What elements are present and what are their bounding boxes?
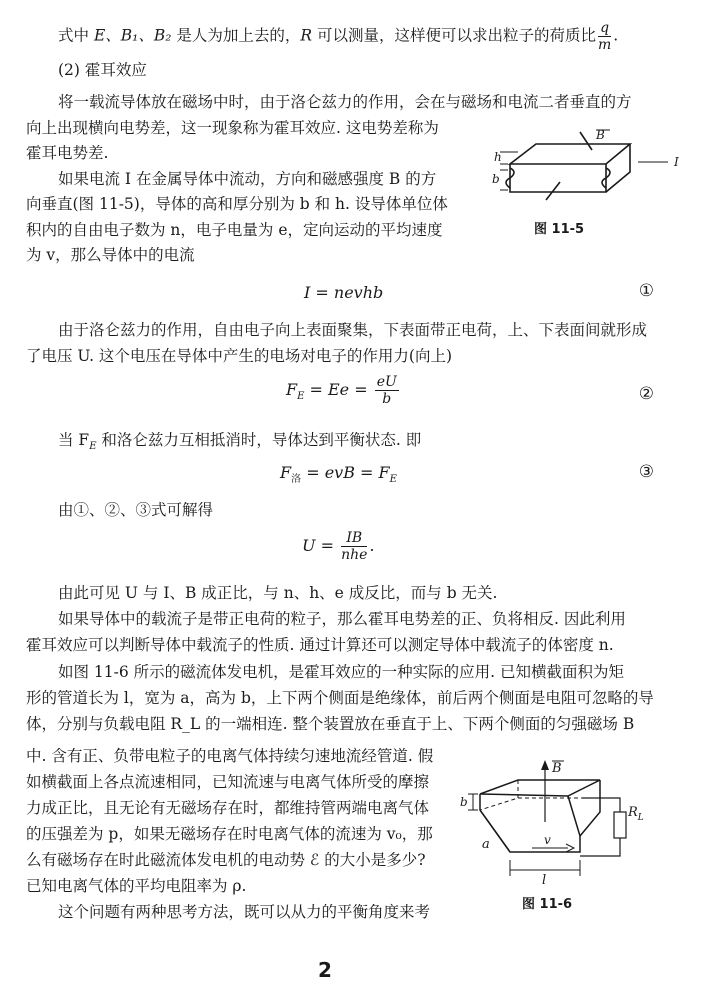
fraction: $\frac{q}{m}$ [598, 20, 612, 53]
label-v: v [544, 833, 551, 847]
text-line: 当 $F_E$ 和洛仑兹力互相抵消时，导体达到平衡状态. 即 [58, 431, 422, 453]
text-line: 的压强差为 p，如果无磁场存在时电离气体的流速为 v₀，那 [26, 825, 433, 843]
text-line: 向上出现横向电势差，这一现象称为霍耳效应. 这电势差称为 [26, 119, 439, 137]
label-b: b [460, 795, 468, 809]
text-line: 这个问题有两种思考方法，既可以从力的平衡角度来考 [58, 903, 431, 921]
text-line: 为 v，那么导体中的电流 [26, 246, 195, 264]
label-RL: $R_L$ [628, 805, 644, 823]
text-line: 体，分别与负载电阻 R_L 的一端相连. 整个装置放在垂直于上、下两个侧面的匀强磁场 B [26, 715, 635, 733]
section-heading: (2) 霍耳效应 [58, 61, 147, 79]
text-line: 如横截面上各点流速相同，已知流速与电离气体所受的摩擦 [26, 773, 430, 791]
text-line: 由①、②、③式可解得 [58, 501, 214, 519]
figure-11-6 [460, 752, 660, 890]
text-line: 积内的自由电子数为 n，电子电量为 e，定向运动的平均速度 [26, 221, 443, 239]
text-line: 向垂直(图 11-5)，导体的高和厚分别为 b 和 h. 设导体单位体 [26, 195, 448, 213]
text-line: 将一载流导体放在磁场中时，由于洛仑兹力的作用，会在与磁场和电流二者垂直的方 [58, 93, 632, 111]
text-line: 中. 含有正、负带电粒子的电离气体持续匀速地流经管道. 假 [26, 747, 434, 765]
figure-caption: 图 11-5 [534, 222, 585, 237]
label-l: l [542, 873, 547, 888]
equation-2: $F_E = Ee$ = $\frac{eU}{b}$ [286, 374, 397, 407]
text-line: 力成正比，且无论有无磁场存在时，都维持管两端电离气体 [26, 799, 430, 817]
label-B: B [552, 761, 562, 776]
text-line: 式中 E、B₁、B₂ 是人为加上去的，R 可以测量，这样便可以求出粒子的荷质比 $\frac{q}{m}$ . [58, 20, 619, 53]
text-line: 如图 11-6 所示的磁流体发电机，是霍耳效应的一种实际的应用. 已知横截面积为矩 [58, 663, 625, 681]
equation-number: ② [638, 384, 654, 404]
label-B: B [596, 128, 605, 142]
equation-1: I = nevhb [304, 283, 384, 302]
label-I: I [674, 155, 679, 169]
text-line: 霍耳电势差. [26, 144, 109, 162]
page-number: 2 [318, 958, 332, 982]
text-line: 形的管道长为 l，宽为 a，高为 b，上下两个侧面是绝缘体，前后两个侧面是电阻可忽略的导 [26, 689, 654, 707]
text-line: 了电压 U. 这个电压在导体中产生的电场对电子的作用力(向上) [26, 347, 453, 365]
figure-caption: 图 11-6 [522, 897, 573, 912]
equation-4: U = $\frac{IB}{\text{nhe}}$ . [302, 530, 375, 563]
equation-3: $F_洛$ = evB = $F_E$ [280, 463, 397, 486]
label-b: b [492, 172, 500, 186]
text-line: 么有磁场存在时此磁流体发电机的电动势 ℰ 的大小是多少? [26, 851, 426, 869]
figure-11-5 [488, 112, 688, 212]
equation-number: ③ [638, 462, 654, 482]
label-h: h [494, 150, 502, 164]
text-line: 霍耳效应可以判断导体中载流子的性质. 通过计算还可以测定导体中载流子的体密度 n. [26, 636, 614, 654]
text-line: 已知电离气体的平均电阻率为 ρ. [26, 877, 247, 895]
label-a: a [482, 837, 490, 852]
text-line: 如果导体中的载流子是带正电荷的粒子，那么霍耳电势差的正、负将相反. 因此利用 [58, 610, 626, 628]
text-line: 由于洛仑兹力的作用，自由电子向上表面聚集，下表面带正电荷，上、下表面间就形成 [58, 321, 648, 339]
text-line: 如果电流 I 在金属导体中流动，方向和磁感强度 B 的方 [58, 170, 437, 188]
text-line: 由此可见 U 与 I、B 成正比，与 n、h、e 成反比，而与 b 无关. [58, 584, 498, 602]
equation-number: ① [638, 281, 654, 301]
